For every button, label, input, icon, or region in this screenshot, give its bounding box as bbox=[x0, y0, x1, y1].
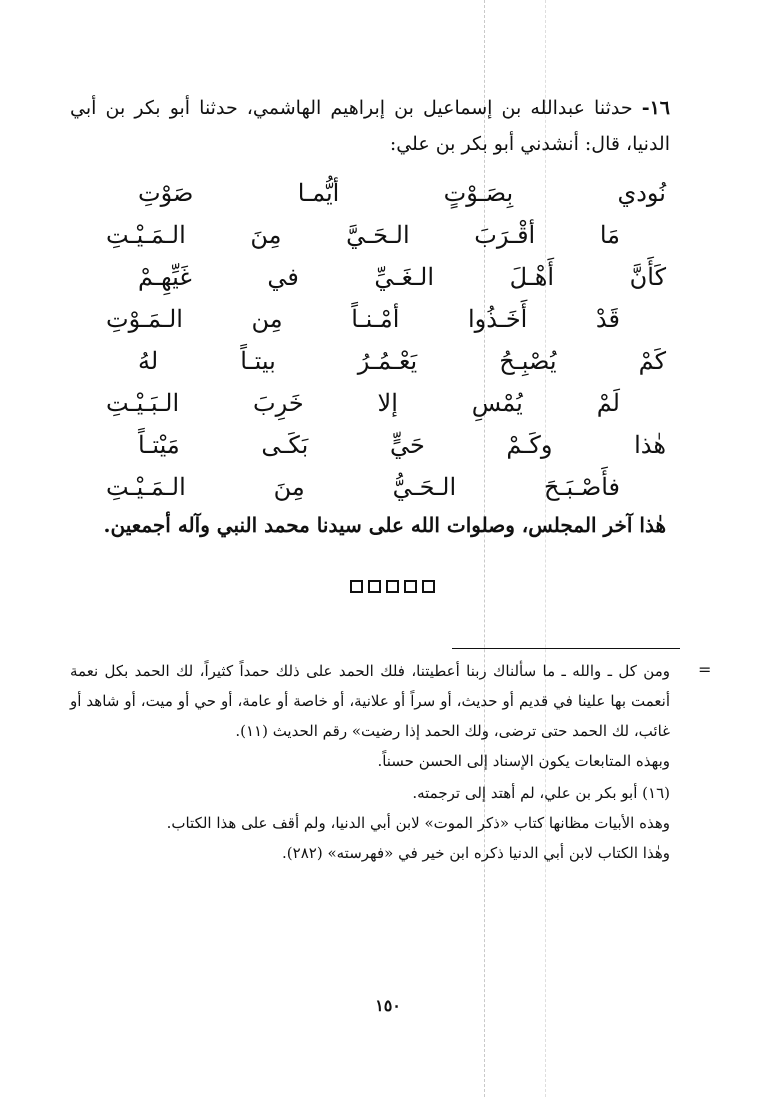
verse-4-second-hemistich bbox=[106, 466, 666, 508]
verse-word: الـمَـيْـتِ bbox=[106, 473, 186, 501]
separator-box bbox=[404, 580, 417, 593]
verse-word: يَعْـمُـرُ bbox=[357, 347, 418, 375]
footnotes bbox=[70, 656, 670, 868]
verse-word: الـحَـيَّ bbox=[346, 221, 410, 249]
verse-word: يُصْبِـحُ bbox=[499, 347, 557, 375]
verse-word: بَكَـى bbox=[261, 431, 309, 459]
verse-word: بيتـاً bbox=[240, 347, 276, 375]
verse-2-first-hemistich bbox=[106, 256, 666, 298]
verse-word: قَدْ bbox=[595, 305, 620, 333]
footnote-paragraph: وهذه الأبيات مظانها كتاب «ذكر الموت» لابن أبي الدنيا، ولم أقف على هذا الكتاب. bbox=[166, 814, 670, 832]
verse-word: مَا bbox=[599, 221, 620, 249]
hadith-number: ١٦- bbox=[641, 97, 670, 119]
verse-word: بِصَـوْتٍ bbox=[443, 179, 514, 207]
verse-word: الـغَـيِّ bbox=[374, 263, 435, 291]
footnote-paragraph: وبهذه المتابعات يكون الإسناد إلى الحسن حسناً. bbox=[377, 752, 670, 770]
verse-4-first-hemistich bbox=[106, 424, 666, 466]
verse-word: خَرِبَ bbox=[252, 389, 304, 417]
page-number: ١٥٠ bbox=[375, 996, 401, 1015]
footnote-continuation-mark: = bbox=[698, 660, 712, 679]
footnote-rule bbox=[452, 648, 680, 649]
verse-1-first-hemistich bbox=[106, 172, 666, 214]
verse-word: مِنَ bbox=[250, 221, 282, 249]
hadith-text: حدثنا عبدالله بن إسماعيل بن إبراهيم الهاشمي، حدثنا أبو بكر بن أبي الدنيا، قال: أنشدني أبو بكر بن علي: bbox=[70, 97, 670, 155]
verse-word: أَخَـذُوا bbox=[467, 305, 528, 333]
verse-1-second-hemistich bbox=[106, 214, 666, 256]
verse-word: صَوْتِ bbox=[138, 179, 194, 207]
separator-box bbox=[350, 580, 363, 593]
verse-word: هٰذا bbox=[634, 431, 666, 459]
closing-line: هٰذا آخر المجلس، وصلوات الله على سيدنا محمد النبي وآله أجمعين. bbox=[103, 513, 666, 537]
verse-word: يُمْسِ bbox=[471, 389, 523, 417]
verse-3-first-hemistich bbox=[106, 340, 666, 382]
verse-word: فأَصْـبَـحَ bbox=[544, 473, 620, 501]
verse-word: الـبَـيْـتِ bbox=[106, 389, 180, 417]
verse-2-second-hemistich bbox=[106, 298, 666, 340]
footnote-paragraph: وهٰذا الكتاب لابن أبي الدنيا ذكره ابن خير في «فهرسته» (٢٨٢). bbox=[282, 844, 670, 862]
hadith-paragraph bbox=[70, 90, 670, 162]
footnote-16: (١٦) أبو بكر بن علي، لم أهتد إلى ترجمته. bbox=[412, 784, 670, 802]
section-separator bbox=[350, 580, 435, 593]
verse-word: كَمْ bbox=[638, 347, 666, 375]
scan-guide-line bbox=[484, 0, 485, 1097]
verse-word: كَأَنَّ bbox=[629, 263, 666, 291]
footnote-paragraph: ومن كل ـ والله ـ ما سألناك ربنا أعطيتنا، فلك الحمد على ذلك حمداً كثيراً، لك الحمد بكل نعمة أنعمت بها علينا في قديم أو حديث، أو سراً أو علانية، أو خاصة أو عامة، أو حي أو ميت، أو شاهد أو غائب، لك الحمد حتى ترضى، ولك الحمد إذا رضيت» رقم الحديث (١١). bbox=[70, 662, 670, 740]
verse-word: الـمَـيْـتِ bbox=[106, 221, 186, 249]
verse-word: وكَـمْ bbox=[506, 431, 553, 459]
verse-word: أمْـنـاً bbox=[351, 305, 400, 333]
verse-word: غَيِّهِـمْ bbox=[138, 263, 192, 291]
verse-3-second-hemistich bbox=[106, 382, 666, 424]
verse-word: أَهْـلَ bbox=[509, 263, 555, 291]
verse-word: مِن bbox=[251, 305, 283, 333]
scan-guide-line bbox=[545, 0, 546, 1097]
verse-word: أقْـرَبَ bbox=[474, 221, 536, 249]
verse-word: إلا bbox=[377, 389, 398, 417]
verse-word: في bbox=[267, 263, 299, 291]
separator-box bbox=[368, 580, 381, 593]
verse-word: مِنَ bbox=[273, 473, 305, 501]
poem bbox=[106, 172, 666, 508]
verse-word: أيُّمـا bbox=[297, 179, 340, 207]
verse-word: الـمَـوْتِ bbox=[106, 305, 183, 333]
separator-box bbox=[422, 580, 435, 593]
verse-word: لهُ bbox=[138, 347, 159, 375]
verse-word: حَيٍّ bbox=[389, 431, 425, 459]
verse-word: نُودي bbox=[617, 179, 666, 207]
verse-word: الـحَـيُّ bbox=[392, 473, 457, 501]
separator-box bbox=[386, 580, 399, 593]
verse-word: مَيْتـاً bbox=[138, 431, 180, 459]
verse-word: لَمْ bbox=[596, 389, 620, 417]
